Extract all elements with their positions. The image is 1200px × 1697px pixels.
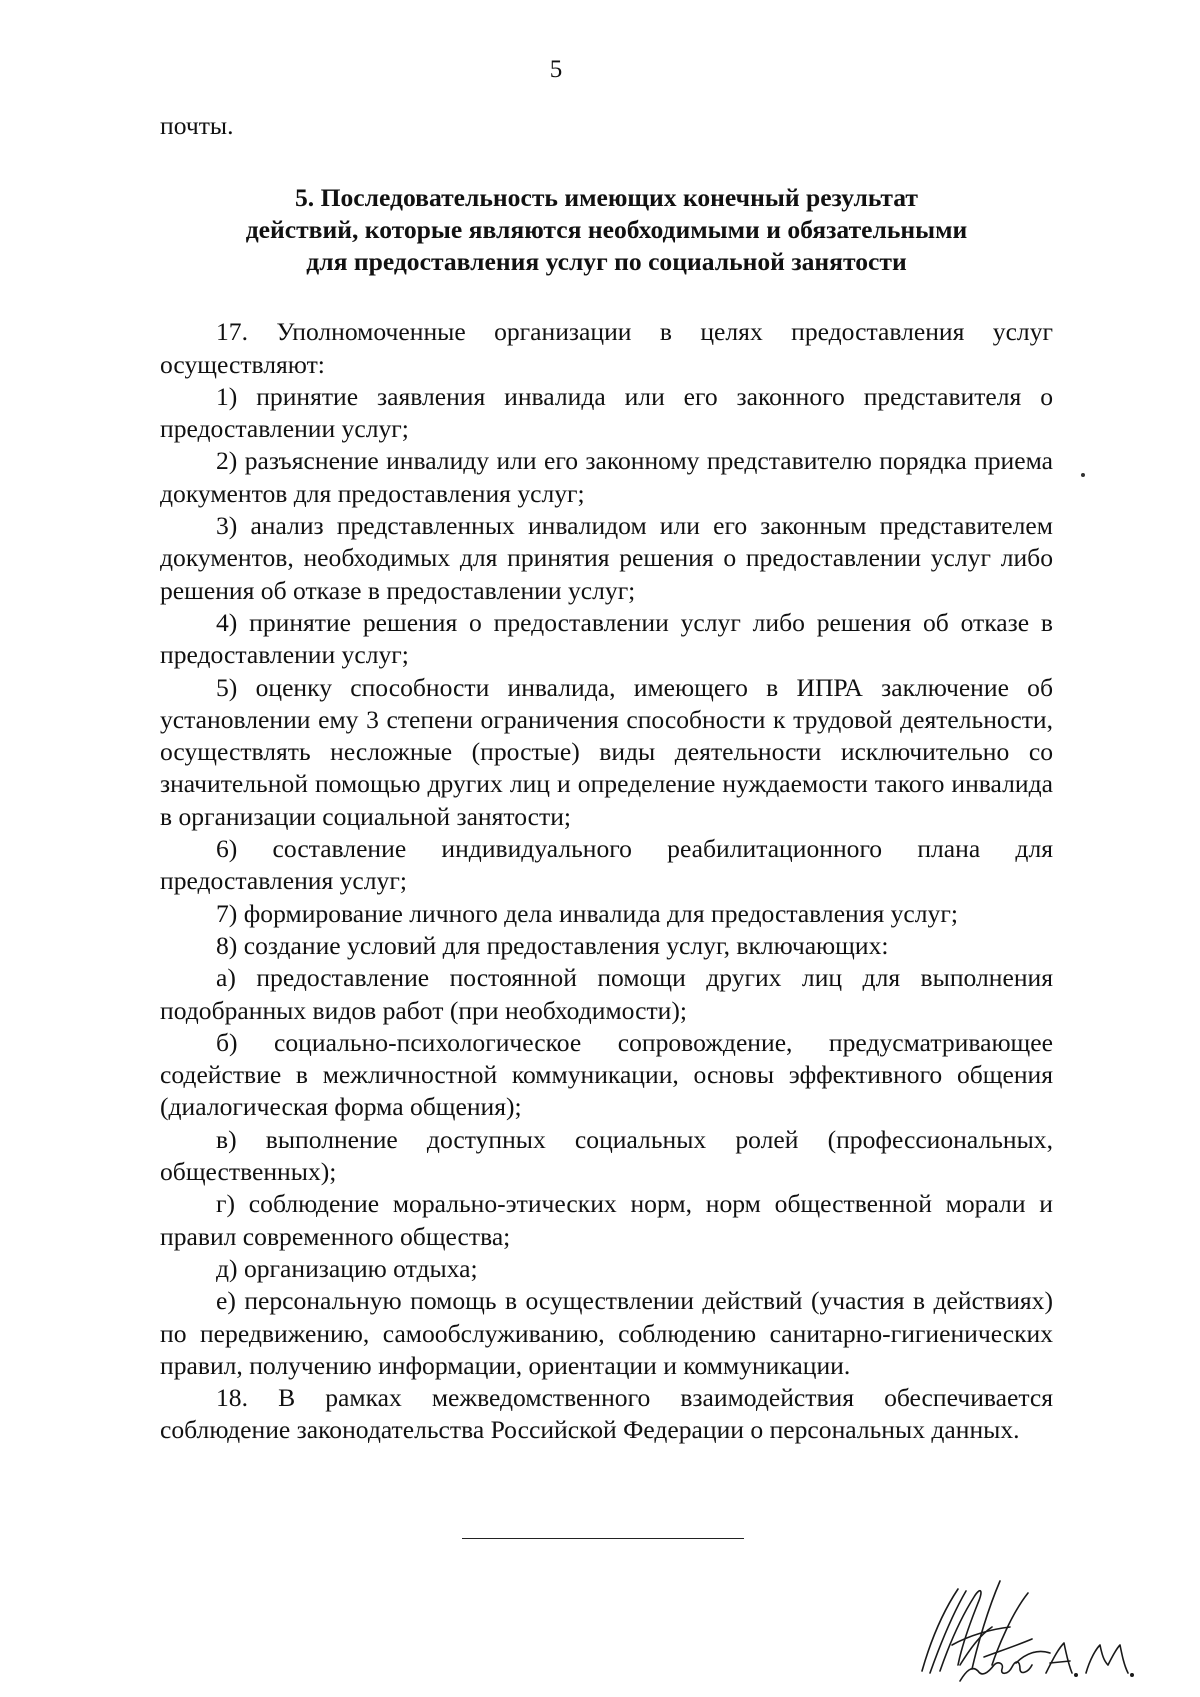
sub-item-v: в) выполнение доступных социальных ролей (профессиональных, общественных);	[160, 1124, 1053, 1187]
list-item-5: 5) оценку способности инвалида, имеющего в ИПРА заключение об установлении ему 3 степени ограничения способности к трудовой деятельности, осуществлять несложные (простые) виды деятельности исключительно со значительной помощью других лиц и определение нуждаемости такого инвалида в организации социальной занятости;	[160, 672, 1053, 831]
list-item-7: 7) формирование личного дела инвалида для предоставления услуг;	[216, 898, 958, 928]
sub-item-d: д) организацию отдыха;	[216, 1253, 478, 1283]
signature-mark	[900, 1553, 1180, 1683]
intro-fragment: почты.	[160, 111, 234, 140]
end-rule	[462, 1538, 744, 1539]
heading-line: действий, которые являются необходимыми и обязательными	[245, 215, 968, 245]
section-heading	[160, 182, 1053, 278]
list-item-1: 1) принятие заявления инвалида или его законного представителя о предоставлении услуг;	[160, 381, 1053, 444]
sub-item-a: а) предоставление постоянной помощи других лиц для выполнения подобранных видов работ (при необходимости);	[160, 963, 1053, 1025]
page-number: 5	[549, 56, 563, 83]
list-item-8: 8) создание условий для предоставления услуг, включающих:	[216, 930, 889, 960]
scan-speck	[1081, 473, 1085, 477]
list-item-2: 2) разъяснение инвалиду или его законному представителю порядка приема документов для предоставления услуг;	[160, 446, 1053, 508]
sub-item-b: б) социально-психологическое сопровождение, предусматривающее содействие в межличностной коммуникации, основы эффективного общения (диалогическая форма общения);	[160, 1027, 1053, 1122]
list-item-4: 4) принятие решения о предоставлении услуг либо решения об отказе в предоставлении услуг;	[160, 607, 1053, 670]
heading-line: 5. Последовательность имеющих конечный результат	[295, 183, 918, 213]
sub-item-g: г) соблюдение морально-этических норм, норм общественной морали и правил современного общества;	[160, 1189, 1053, 1251]
list-item-6: 6) составление индивидуального реабилитационного плана для предоставления услуг;	[160, 834, 1053, 896]
heading-line: для предоставления услуг по социальной занятости	[306, 247, 907, 277]
sub-item-e: е) персональную помощь в осуществлении действий (участия в действиях) по передвижению, самообслуживанию, соблюдению санитарно-гигиенических правил, получению информации, ориентации и коммуникации.	[160, 1286, 1053, 1380]
paragraph-17: 17. Уполномоченные организации в целях предоставления услуг осуществляют:	[160, 317, 1053, 379]
signature	[900, 1553, 1180, 1683]
list-item-3: 3) анализ представленных инвалидом или его законным представителем документов, необходимых для принятия решения о предоставлении услуг либо решения об отказе в предоставлении услуг;	[160, 511, 1053, 605]
document-body	[160, 110, 1053, 1447]
paragraph-18: 18. В рамках межведомственного взаимодействия обеспечивается соблюдение законодательства Российской Федерации о персональных данных.	[160, 1383, 1053, 1445]
